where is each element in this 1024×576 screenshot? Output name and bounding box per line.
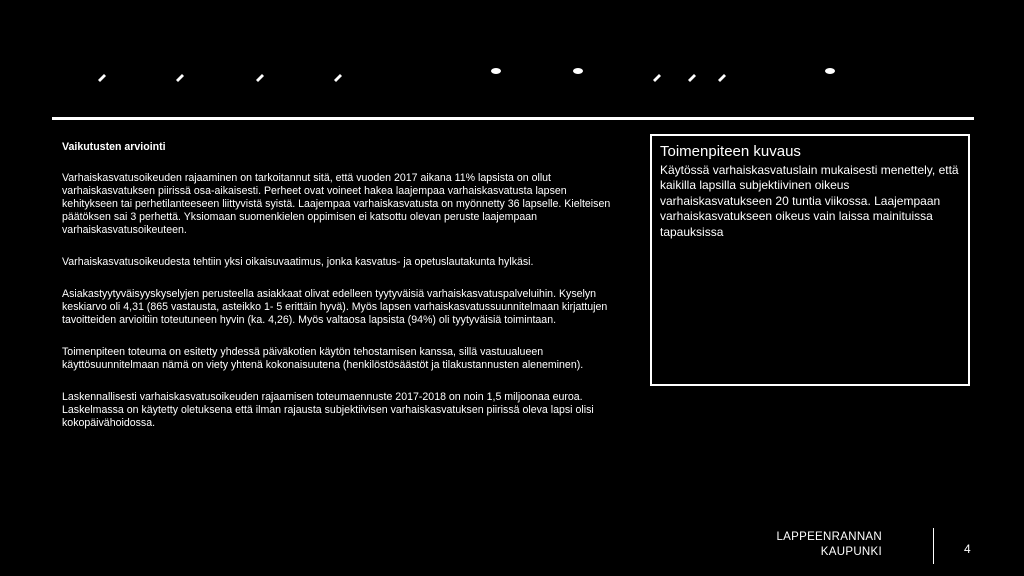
title-divider xyxy=(52,117,974,120)
measure-description-box xyxy=(650,134,970,386)
city-logo-line-1: LAPPEENRANNAN xyxy=(776,531,882,543)
paragraph-1: Varhaiskasvatusoikeuden rajaaminen on tarkoitannut sitä, että vuoden 2017 aikana 11% lapsista on ollut varhaiskasvatuksen piirissä osa-aikaisesti. Perheet ovat voineet hakea laajempaa varhaiskasvatusta lapsen kehitykseen tai perhetilanteeseen liittyvistä syistä. Laajempaa varhaiskasvatusta on myönnetty 36 lapselle. Kielteisen päätöksen sai 3 perhettä. Yksiomaan suomenkielen oppimisen ei katsottu olevan peruste laajempaan varhaiskasvatusoikeuteen. xyxy=(62,172,611,236)
impact-assessment-section xyxy=(62,141,622,449)
title-text-fragments xyxy=(90,62,840,86)
paragraph-5: Laskennallisesti varhaiskasvatusoikeuden rajaamisen toteumaennuste 2017-2018 on noin 1,5 miljoonaa euroa. Laskelmassa on käytetty oletuksena että ilman rajausta subjektiivisen varhaiskasvatuksen piirissä oleva lapsi olisi kokopäivähoidossa. xyxy=(62,391,594,429)
page-number: 4 xyxy=(964,542,971,556)
paragraph-4: Toimenpiteen toteuma on esitetty yhdessä päiväkotien käytön tehostamisen kanssa, sillä vastuualueen käyttösuunnitelmaan nämä on viety yhtenä kokonaisuutena (henkilöstösäästöt ja tilakustannusten aleneminen). xyxy=(62,346,584,371)
box-title: Toimenpiteen kuvaus xyxy=(660,143,801,160)
box-text: Käytössä varhaiskasvatuslain mukaisesti menettely, että kaikilla lapsilla subjektiivinen oikeus varhaiskasvatukseen 20 tuntia viikossa. Laajempaan varhaiskasvatukseen oikeus vain laissa mainituissa tapauksissa xyxy=(660,163,959,239)
paragraph-3: Asiakastyytyväisyyskyselyjen perusteella asiakkaat olivat edelleen tyytyväisiä varhaiskasvatuspalveluihin. Kyselyn keskiarvo oli 4,31 (865 vastausta, asteikko 1- 5 erittäin hyvä). Myös lapsen varhaiskasvatussuunnitelmaan kirjattujen tavoitteiden arvioitiin toteutuneen hyvin (ka. 4,26). Myös valtaosa lapsista (94%) oli tyytyväisiä toimintaan. xyxy=(62,288,608,326)
footer-divider xyxy=(933,528,934,564)
footer xyxy=(770,528,1000,568)
city-logo-line-2: KAUPUNKI xyxy=(820,546,882,558)
section-heading: Vaikutusten arviointi xyxy=(62,141,166,153)
paragraph-2: Varhaiskasvatusoikeudesta tehtiin yksi oikaisuvaatimus, jonka kasvatus- ja opetuslautakunta hylkäsi. xyxy=(62,256,534,268)
